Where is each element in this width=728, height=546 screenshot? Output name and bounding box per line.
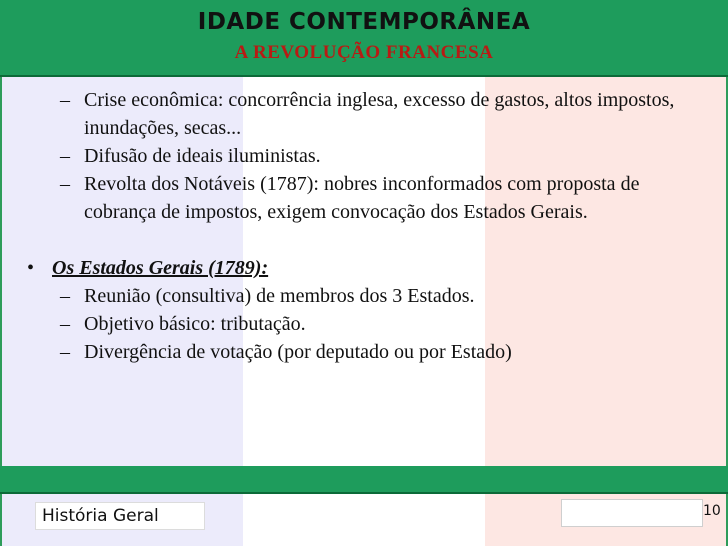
footer-blank-box [561,499,703,527]
list-item [60,170,710,226]
slide-body [0,86,728,366]
page-number: 10 [703,503,721,519]
list-item-text: Objetivo básico: tributação. [84,313,306,335]
header-divider [0,75,728,77]
dash-marker: – [60,173,70,195]
list-item-text: Divergência de votação (por deputado ou por Estado) [84,341,512,363]
dash-marker: – [60,313,70,335]
section-heading [27,254,728,282]
footer-course-label: História Geral [35,502,205,530]
list-item [60,142,710,170]
dash-marker: – [60,285,70,307]
footer-band [0,466,728,492]
list-item-text: Reunião (consultiva) de membros dos 3 Estados. [84,285,475,307]
list-item-text: Revolta dos Notáveis (1787): nobres inconformados com proposta de cobrança de impostos, exigem convocação dos Estados Gerais. [84,173,640,223]
dash-marker: – [60,341,70,363]
list-item-text: Crise econômica: concorrência inglesa, excesso de gastos, altos impostos, inundações, secas... [84,89,675,139]
section-heading-text: Os Estados Gerais (1789): [52,257,269,279]
dash-marker: – [60,89,70,111]
list-item [60,338,710,366]
slide-subtitle: A REVOLUÇÃO FRANCESA [234,42,494,63]
list-item [60,282,710,310]
header-band [0,0,728,75]
slide-title: IDADE CONTEMPORÂNEA [197,9,531,35]
footer-divider [0,492,728,494]
dash-marker: – [60,145,70,167]
list-item [60,310,710,338]
bullet-marker: • [27,257,35,279]
list-item [60,86,710,142]
list-item-text: Difusão de ideais iluministas. [84,145,321,167]
